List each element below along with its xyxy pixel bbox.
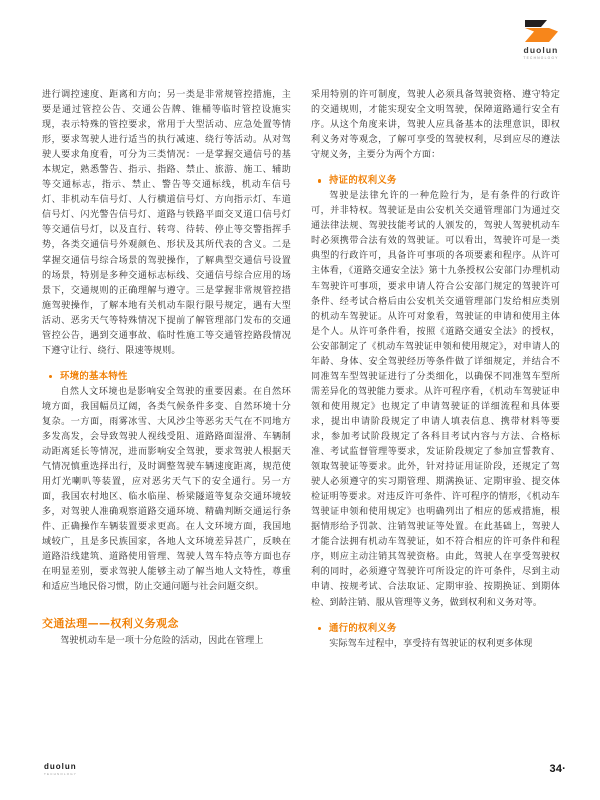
right-paragraph-3: 实际驾车过程中，享受持有驾驶证的权利更多体现 <box>329 638 533 649</box>
bullet-heading-license-rights <box>311 173 560 188</box>
right-paragraph-1: 采用特别的许可制度，驾驶人必须具备驾驶资格、遵守特定的交通规则，才能实现安全文明驾驶，保障道路通行安全有序。从这个角度来讲，驾驶人应具备基本的法理意识，即权利义务对等观念，了解可享受的驾驶权利，尽到应尽的遵法守规义务，主要分为两个方面： <box>311 90 560 161</box>
brand-tagline: TECHNOLOGY <box>523 56 559 60</box>
page-number: 34· <box>549 763 566 775</box>
brand-logo <box>514 18 568 60</box>
bullet-dot-icon <box>49 375 52 378</box>
bullet-heading-passage-rights <box>311 621 560 636</box>
left-paragraph-3: 驾驶机动车是一项十分危险的活动，因此在管理上 <box>60 635 264 646</box>
left-paragraph-1: 进行调控速度、距离和方向；另一类是非常规管控措施，主要是通过管控公告、交通公告牌、锥桶等临时管控设施实现，表示特殊的管控要求，常用于大型活动、应急处置等情形，要求驾驶人进行适当的执行减速、绕行等活动。从对驾驶人要求角度看，可分为三类情况：一是掌握交通信号的基本规定，熟悉警告、指示、指路、禁止、旅游、施工、辅助等交通标志，指示、禁止、警告等交通标线，机动车信号灯、非机动车信号灯、人行横道信号灯、方向指示灯、车道信号灯、闪光警告信号灯、道路与铁路平面交叉道口信号灯等交通信号灯，以及直行、转弯、待转、停止等交警指挥手势，各类交通信号外观颜色、形状及其所代表的含义。二是掌握交通信号综合场景的驾驶操作，了解典型交通信号设置的场景，特别是多种交通标志标线、交通信号综合应用的场景下，交通规则的正确理解与遵守。三是掌握非常规管控措施驾驶操作，了解本地有关机动车限行限号规定，遇有大型活动、恶劣天气等特殊情况下提前了解管理部门发布的交通管控公告，遇到交通事故、临时性施工等交通管控路段情况下遵守让行、绕行、限速等规则。 <box>42 90 291 356</box>
left-paragraph-2: 自然人文环境也是影响安全驾驶的重要因素。在自然环境方面，我国幅员辽阔，各类气候条件多变、自然环境十分复杂。一方面，雨雾冰雪、大风沙尘等恶劣天气在不同地方多发高发，会导致驾驶人视线受阻、道路路面湿滑、车辆制动距离延长等情况，进而影响安全驾驶，要求驾驶人根据天气情况慎重选择出行，及时调整驾驶车辆速度距离，规范使用灯光喇叭等装置，应对恶劣天气下的安全通行。另一方面，我国农村地区、临水临崖、桥梁隧道等复杂交通环境较多，对驾驶人准确观察道路交通环境、精确判断交通运行条件、正确操作车辆装置要求更高。在人文环境方面，我国地域较广，且是多民族国家，各地人文环境差异甚广，反映在道路沿线建筑、道路使用管理、驾驶人驾车特点等方面也存在明显差别，要求驾驶人能够主动了解当地人文特性，尊重和适应当地民俗习惯，防止交通问题与社会问题交织。 <box>42 386 291 593</box>
footer-brand-tagline: TECHNOLOGY <box>44 772 78 776</box>
section-heading-traffic-law: 交通法理——权利义务观念 <box>42 616 179 630</box>
duolun-arrow-mark-icon <box>521 18 561 44</box>
bullet-dot-icon <box>318 179 321 182</box>
page-content <box>42 88 560 738</box>
footer-brand-logo <box>44 762 102 776</box>
bullet-dot-icon <box>318 627 321 630</box>
footer-brand-name: duolun <box>44 762 77 771</box>
bullet-heading-environment <box>42 369 291 384</box>
left-column <box>42 88 291 738</box>
page-header <box>0 0 600 78</box>
bullet-heading-environment-label: 环境的基本特性 <box>60 370 128 382</box>
right-paragraph-2: 驾驶是法律允许的一种危险行为，是有条件的行政许可，并非特权。驾驶证是由公安机关交通管理部门为通过交通法律法规、驾驶技能考试的人颁发的，驾驶人驾驶机动车时必须携带合法有效的驾驶证。可以看出，驾驶许可是一类典型的行政许可，具备许可事项的各项要素和程序。从许可主体看，《道路交通安全法》第十九条授权公安部门办理机动车驾驶许可事项，要求申请人符合公安部门规定的驾驶许可条件、经考试合格后由公安机关交通管理部门发给相应类别的机动车驾驶证。从许可对象看，驾驶证的申请和使用主体是个人。从许可条件看，按照《道路交通安全法》的授权，公安部制定了《机动车驾驶证申领和使用规定》，对申请人的年龄、身体、安全驾驶经历等条件做了详细规定，并结合不同准驾车型驾驶证进行了分类细化，以确保不同准驾车型所需差异化的驾驶能力要求。从许可程序看，《机动车驾驶证申领和使用规定》也规定了申请驾驶证的详细流程和具体要求，提出申请阶段规定了申请人填表信息、携带材料等要求，参加考试阶段规定了各科目考试内容与方法、合格标准、考试监督管理等要求，发证阶段规定了参加宣誓教育、领取驾驶证等要求。此外，针对持证用证阶段，还规定了驾驶人必须遵守的实习期管理、期满换证、定期审验、提交体检证明等要求。对违反许可条件、许可程序的情形，《机动车驾驶证申领和使用规定》也明确列出了相应的惩戒措施，根据情形给予罚款、注销驾驶证等处置。在此基础上，驾驶人才能合法拥有机动车驾驶证，如不符合相应的许可条件和程序，则应主动注销其驾驶资格。由此，驾驶人在享受驾驶权利的同时，必须遵守驾驶许可所设定的许可条件，尽到主动申请、按规考试、合法取证、定期审验、按期换证、到期体检、到龄注销、服从管理等义务，做到权利和义务对等。 <box>311 191 560 608</box>
right-column <box>311 88 560 738</box>
brand-name: duolun <box>523 45 559 55</box>
page-footer <box>0 738 600 800</box>
bullet-heading-license-rights-label: 持证的权利义务 <box>329 175 397 187</box>
bullet-heading-passage-rights-label: 通行的权利义务 <box>329 622 397 634</box>
